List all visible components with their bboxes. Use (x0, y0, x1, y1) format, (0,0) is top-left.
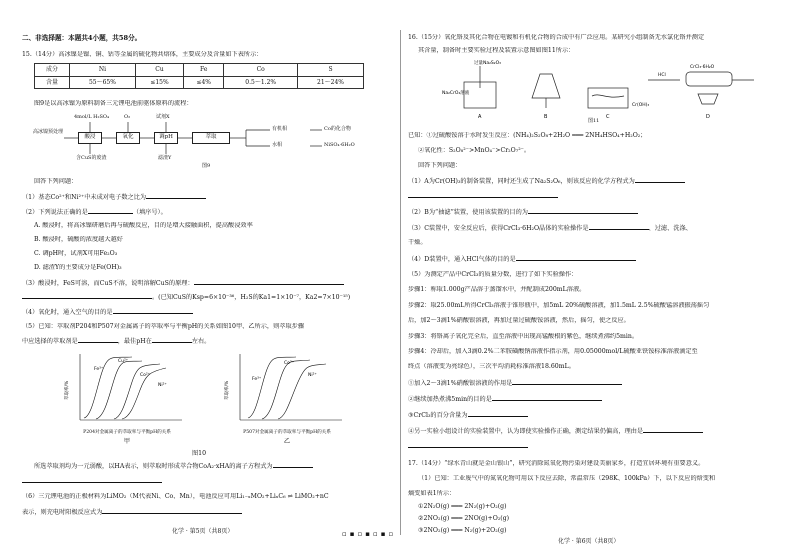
flow-caption: 图9 (202, 163, 211, 169)
q15-2-option-d: D. 滤渣Y的主要成分是Fe(OH)₃ (34, 264, 122, 271)
q15-2-option-b: B. 酸浸时，硫酸的浓度越大越好 (34, 236, 123, 243)
table-cell: 21～24% (298, 76, 364, 89)
apparatus-c-right: Cr(OH)₃ (632, 103, 650, 108)
q15-stem: 15.（14分）高冰镍是镍、铜、钴等金属的硫化物共熔体，主要成分及含量如下表所示： (22, 51, 263, 58)
q17-stem: 17.（14分）“绿水青山就是金山银山”，研究消除氮氧化物污染对建设美丽家乡，打造宜居环境有重要意义。 (408, 460, 705, 467)
answer-blank[interactable] (512, 379, 622, 385)
apparatus-a: A (478, 114, 482, 120)
q16-step-4-cont: 终点（溶液变为亮绿色），三次平均消耗标准溶液18.60mL。 (408, 363, 575, 370)
q15-5c-text: 所选萃取剂均为一元弱酸，以HA表示，则萃取时形成萃合物CoA₂·xHA的离子方程式为 (34, 463, 273, 470)
apparatus-caption: 图11 (588, 118, 600, 124)
flow-niso4: NiSO₄·6H₂O (324, 142, 355, 148)
q17-1: （1）已知：工业废气中的氮氧化物可用以下反应去除，常温常压（298K、100kPa）下，以下反应的焓变和 (418, 475, 716, 482)
apparatus-d: D (706, 114, 710, 120)
answer-blank[interactable] (78, 337, 118, 343)
q15-1 (22, 193, 392, 202)
q15-1-text: （1）基态Co²⁺和Ni²⁺中未成对电子数之比为 (22, 194, 147, 201)
q16-1-cont (408, 192, 780, 201)
q16-2-text: （2）B为“抽滤”装置，使用该装置的目的为 (408, 209, 528, 216)
q15-2-hint: （填序号）。 (132, 209, 167, 216)
q15-6: （6）三元锂电池的正极材料为LiMO₂（M代表Ni、Co、Mn），电池反应可用Li₁₋ₓMO₂+LiₓC₆ ⇌ LiMO₂+nC (22, 493, 329, 500)
chart-p507-title: P507对金属离子的萃取率与平衡pH的关系 (243, 430, 331, 435)
answer-blank[interactable] (528, 208, 638, 214)
table-cell: ≤15% (135, 76, 183, 89)
table-cell: 55～65% (70, 76, 136, 89)
flow-organic-phase: 有机相 (272, 126, 288, 132)
q16-3 (408, 224, 780, 233)
q16-sub-3 (408, 411, 780, 420)
q16-sub-3-text: ③CrCl₃的百分含量为 (408, 412, 468, 419)
fig10-caption: 图10 (192, 450, 207, 457)
answer-blank[interactable] (408, 192, 558, 198)
answer-blank[interactable] (22, 293, 152, 299)
page-footer-left: 化学 · 第5页（共8页） (172, 528, 234, 535)
table-cell: 0.5～1.2% (224, 76, 298, 89)
q15-3-text: （3）酸浸时，FeS可溶，而CuS不溶，说明溶解CuS的原理： (22, 280, 194, 287)
apparatus-d-top: CrCl₃·6H₂O (690, 65, 715, 70)
chart-p204-label: 甲 (123, 438, 131, 445)
table-row (35, 76, 364, 89)
q16-1-text: （1）A为Cr(OH)₃的制备装置，同时还生成了Na₂S₂O₆，则该反应的化学方程式为 (408, 178, 635, 185)
flow-step-ph: 调pH (154, 132, 178, 144)
table-cell: 含量 (35, 76, 70, 89)
chart-p507-label: 乙 (283, 438, 291, 445)
q15-4 (22, 308, 392, 317)
q16-sub-1 (408, 379, 780, 388)
flow-step-oxidize: 氧化 (116, 132, 140, 144)
answer-blank[interactable] (468, 411, 528, 417)
q16-known-1: 已知：①过硫酸铵溶于水时发生反应：(NH₄)₂S₂O₈+2H₂O ═══ 2NH₄HSO₄+H₂O₂； (408, 132, 647, 139)
q15-5-cont (22, 337, 392, 346)
q15-5-text3: 左右。 (191, 338, 211, 345)
answer-blank[interactable] (273, 462, 313, 468)
chart-p204-title: P204对金属离子的萃取率与平衡pH的关系 (83, 430, 171, 435)
q16-sub-4-cont (408, 442, 780, 451)
q15-5c-cont (22, 477, 392, 486)
flow-water-phase: 水相 (272, 142, 283, 148)
q16-step-3: 步骤3：将铬离子氧化完全后，直至溶液中出现高锰酸根的紫色，继续煮沸约5min。 (408, 333, 639, 340)
answer-blank[interactable] (492, 395, 602, 401)
q16-sub-4-text: ④另一实验小组设计的实验装置中，认为即使实验操作正确，测定结果仍偏高，理由是 (408, 428, 644, 435)
apparatus-hcl: HCl (658, 73, 666, 78)
q16-sub-2-text: ②继续加热煮沸5min的目的是 (408, 396, 492, 403)
left-column (22, 0, 392, 551)
answer-blank[interactable] (102, 508, 242, 514)
q16-sub-1-text: ①加入2～3滴1%硝酸银溶液的作用是 (408, 380, 513, 387)
q16-sub-4 (408, 427, 780, 436)
answer-blank[interactable] (88, 208, 133, 214)
table-header-row (35, 64, 364, 77)
flow-residue-cus: 含CuS的废渣 (76, 155, 107, 161)
q16-known-2: ②氧化性：S₂O₈²⁻>MnO₄⁻>Cr₂O₇²⁻。 (418, 147, 531, 154)
q17-reaction-1: ①2N₂O(g) ═══ 2N₂(g)+O₂(g) (418, 503, 507, 510)
q16-stem: 16.（15分）氧化铬及其化合物在电镀和有机化合物的合成中有广泛应用。某研究小组制备无水氯化铬并测定 (408, 34, 705, 41)
q15-6-text: 表示，则充电时阳极反应式为 (22, 509, 103, 516)
q15-3-known: 。(已知CuS的Ksp=6×10⁻³⁶，H₂S的Ka1=1×10⁻⁷，Ka2=7×10⁻¹⁵) (152, 294, 351, 301)
chart-p204-ylabel: 萃取率/% (65, 380, 70, 400)
table-cell: Cu (135, 64, 183, 77)
answer-blank[interactable] (643, 427, 703, 433)
answer-blank[interactable] (635, 177, 685, 183)
apparatus-a-left: Na₂CrO₄溶液 (442, 91, 470, 96)
answer-blank[interactable] (22, 477, 162, 483)
q15-3-cont (22, 293, 392, 302)
chart-p204-series: Fe³⁺ (94, 367, 104, 372)
chart-p507-series: Fe³⁺ (252, 377, 262, 382)
flow-intro: 图9是以高冰镍为原料制备三元锂电池前驱体原料的流程： (34, 100, 193, 107)
q16-step-4: 步骤4：冷却后，加入3滴0.2%二苯胺磺酸钠溶液作指示剂，用0.05000mol/L硫酸亚铁铵标准溶液滴定至 (408, 348, 698, 355)
apparatus-b: B (544, 114, 548, 120)
q15-4-text: （4）氧化时，通入空气的目的是 (22, 309, 113, 316)
column-divider (400, 30, 401, 535)
answer-intro: 回答下列问题： (34, 178, 78, 185)
q15-3 (22, 279, 392, 288)
q16-step-2: 步骤2：取25.00mL所得CrCl₃溶液于锥形瓶中，加5mL 20%硫酸溶液，加1.5mL 2.5%硫酸锰溶液振荡摇匀 (408, 302, 710, 309)
q15-5: （5）已知：萃取剂P204和P507对金属离子的萃取率与平衡pH的关系如图10甲、乙所示，则萃取步骤 (22, 323, 305, 330)
q17-reaction-3: ③2NO₂(g) ═══ N₂(g)+2O₂(g) (418, 527, 507, 534)
flow-start-label: 高冰镍预处理 (32, 128, 64, 148)
chart-p204-series: Co²⁺ (140, 373, 151, 378)
q16-4 (408, 255, 780, 264)
q15-2-option-a: A. 酸浸时，将高冰镍研磨后再与硫酸反应，目的是增大接触面积，提高酸浸效率 (34, 222, 253, 229)
q15-5-text2: ，最佳pH在 (117, 338, 152, 345)
apparatus-c: C (606, 114, 610, 120)
table-cell: Ni (70, 64, 136, 77)
chart-p204-plot (62, 350, 192, 432)
table-cell: 成分 (35, 64, 70, 77)
flowchart-fig9 (32, 112, 382, 170)
chart-p507-series: Co²⁺ (284, 361, 295, 366)
table-cell: Fe (184, 64, 224, 77)
answer-blank[interactable] (408, 442, 528, 448)
chart-p204-series: Ni²⁺ (158, 383, 167, 388)
q16-5: （5）为测定产品中CrCl₃的质量分数，进行了如下实验操作： (408, 271, 578, 278)
chart-p204 (62, 350, 192, 450)
q15-5-text: 中应选择的萃取剂是 (22, 338, 78, 345)
chart-p204-series: Cu²⁺ (118, 359, 129, 364)
q16-3-cont: 干燥。 (408, 239, 427, 246)
q17-1-cont: 熵变如表1所示： (408, 490, 456, 497)
apparatus-a-top: 过量Na₂S₂O₃ (474, 61, 501, 66)
q16-2 (408, 208, 780, 217)
q15-2-text: （2）下列说法正确的是 (22, 209, 88, 216)
answer-blank[interactable] (113, 308, 193, 314)
q16-4-text: （4）D装置中，通入HCl气体的目的是 (408, 256, 516, 263)
q16-3-text: （3）C装置中，安全反应后，获得CrCl₃·6H₂O晶体的实验操作是 (408, 225, 589, 232)
answer-blank[interactable] (194, 279, 344, 285)
chart-p507-plot (222, 350, 352, 432)
flow-reagent-x-label: 试剂X (156, 114, 170, 120)
answer-blank[interactable] (146, 193, 206, 199)
q16-stem-cont: 其含量，制备时主要实验过程及装置示意图如图11所示： (418, 47, 575, 54)
q15-6-cont (22, 508, 392, 517)
q16-3-text2: 、过滤、洗涤、 (648, 225, 692, 232)
q15-2-option-c: C. 调pH时，试剂X可用Fe₂O₃ (34, 250, 118, 257)
composition-table (34, 63, 364, 89)
answer-blank[interactable] (589, 224, 649, 230)
flow-reagent-label: 4mol/L H₂SO₄ (74, 114, 110, 120)
table-cell: S (298, 64, 364, 77)
answer-blank[interactable] (152, 337, 192, 343)
apparatus-fig11 (428, 58, 768, 126)
table-cell: ≤4% (184, 76, 224, 89)
flow-co-compound: Co的化合物 (324, 126, 351, 132)
q16-1 (408, 177, 780, 186)
right-column (408, 0, 780, 551)
q16-answer-intro: 回答下列问题： (418, 162, 462, 169)
answer-blank[interactable] (516, 255, 636, 261)
flow-o2-label: O₂ (124, 114, 131, 120)
q17-reaction-2: ②2NO₂(g) ═══ 2NO(g)+O₂(g) (418, 515, 510, 522)
q16-sub-2 (408, 395, 780, 404)
apparatus-drawing (428, 58, 768, 120)
page-markers: ▫▪▫▪▫▪▫ (342, 530, 397, 538)
flow-step-extract: 萃取 (192, 132, 230, 144)
q16-step-1: 步骤1：称取1.000g产品溶于蒸馏水中，并配制成200mL溶液。 (408, 286, 586, 293)
section-title: 二、非选择题：本题共4小题，共58分。 (22, 34, 142, 42)
chart-p507 (222, 350, 352, 450)
q15-5c (34, 462, 392, 471)
chart-p507-ylabel: 萃取率/% (225, 380, 230, 400)
flow-residue-y: 滤渣Y (158, 155, 172, 161)
q16-step-2-cont: 后，加2～3滴1%硝酸银溶液，再加过量过硫酸铵溶液，然后，摇匀，使之反应。 (408, 317, 630, 324)
chart-p507-series: Ni²⁺ (308, 373, 317, 378)
page-footer-right: 化学 · 第6页（共8页） (558, 538, 620, 545)
table-cell: Co (224, 64, 298, 77)
q15-2 (22, 208, 392, 217)
flow-step-leach: 酸浸 (78, 132, 102, 144)
